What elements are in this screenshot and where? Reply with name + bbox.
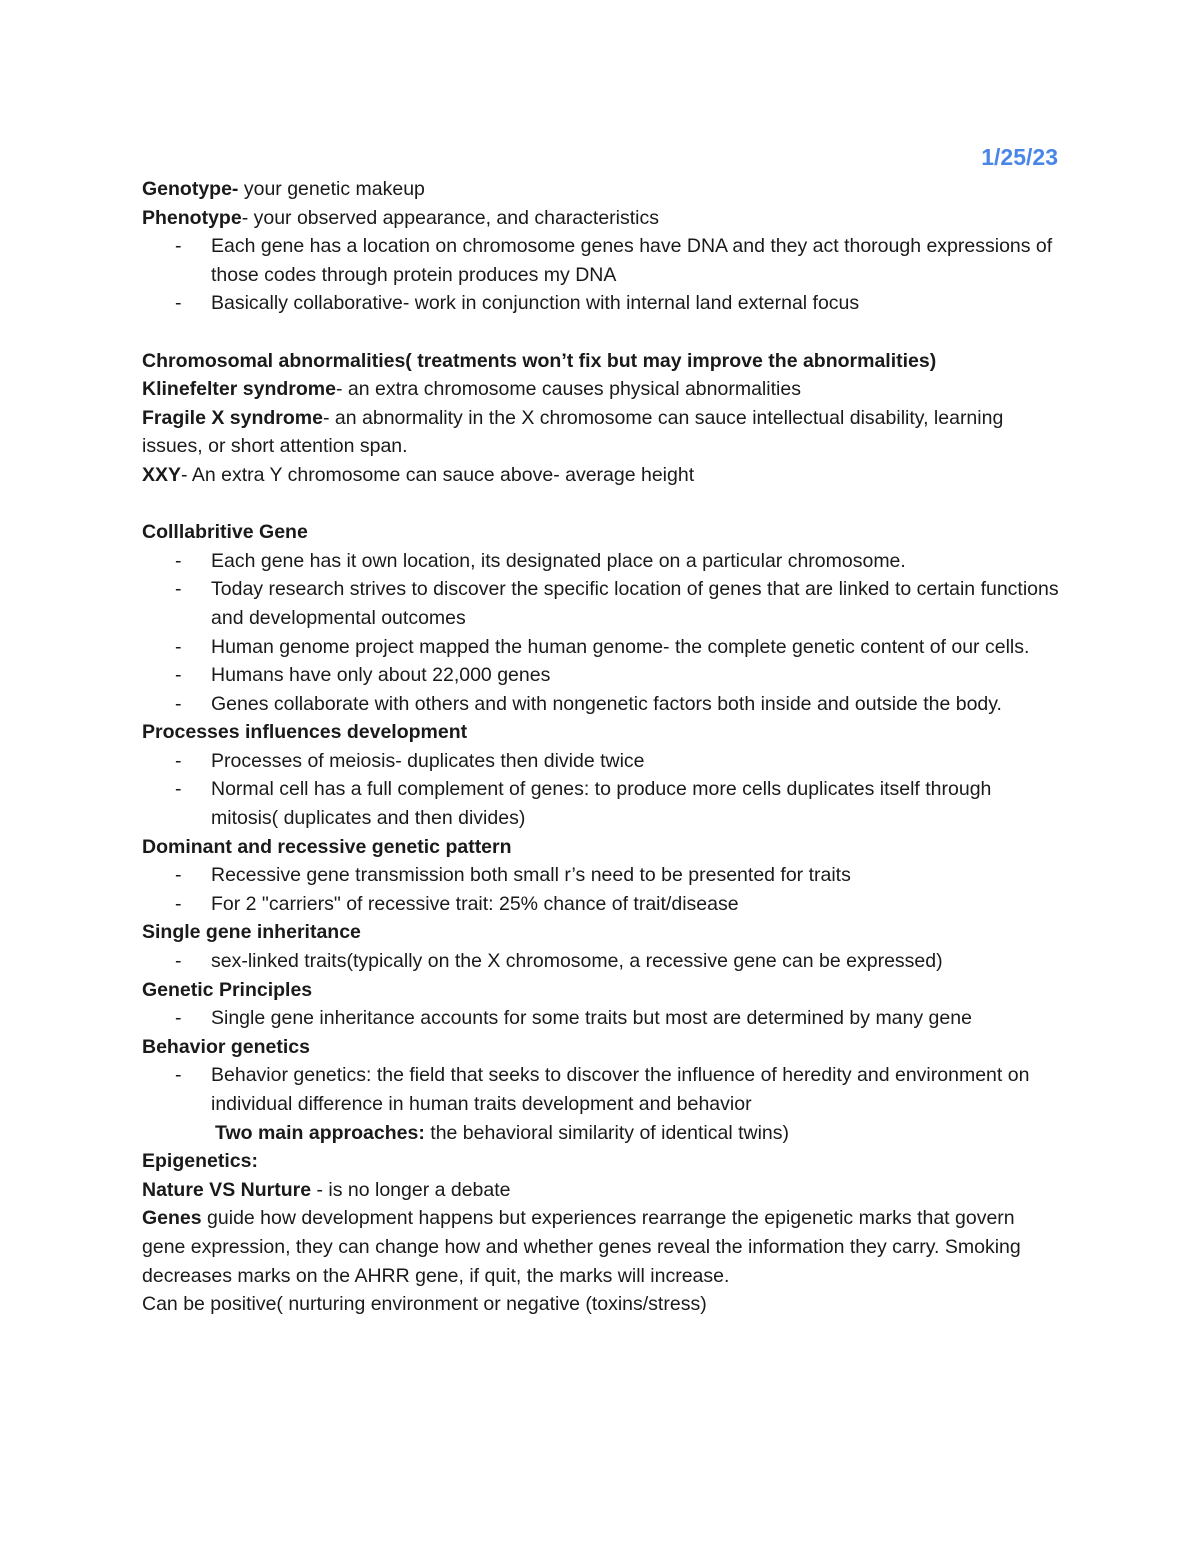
list-item: - sex-linked traits(typically on the X chromosome, a recessive gene can be expressed): [142, 947, 1062, 976]
chromosomal-heading: Chromosomal abnormalities( treatments won’t fix but may improve the abnormalities): [142, 349, 937, 372]
klinefelter-text: - an extra chromosome causes physical abnormalities: [335, 378, 801, 401]
single-gene-list: [142, 947, 1062, 976]
phenotype-text: - your observed appearance, and characteristics: [241, 206, 659, 229]
dominant-heading: Dominant and recessive genetic pattern: [142, 835, 512, 858]
nature-term: Nature VS Nurture: [142, 1178, 312, 1201]
spacer: [142, 490, 1062, 519]
genotype-line: [142, 175, 1062, 204]
list-item: - Recessive gene transmission both small r’s need to be presented for traits: [142, 861, 1062, 890]
epigenetics-heading: Epigenetics:: [142, 1150, 258, 1173]
genotype-term: Genotype-: [142, 178, 239, 200]
phenotype-term: Phenotype: [142, 206, 242, 229]
spacer: [142, 318, 1062, 347]
behavior-heading: Behavior genetics: [142, 1035, 310, 1058]
xxy-term: XXY: [142, 463, 182, 486]
list-item: - Behavior genetics: the field that seeks to discover the influence of heredity and environment on individual difference in human traits development and behavior: [142, 1061, 1062, 1118]
document-page: [142, 140, 1062, 1319]
collaborative-heading: Colllabritive Gene: [142, 521, 308, 544]
collaborative-list: [142, 547, 1062, 719]
nature-text: - is no longer a debate: [311, 1178, 511, 1201]
approaches-term: Two main approaches:: [215, 1121, 425, 1144]
list-item: - Each gene has a location on chromosome genes have DNA and they act thorough expressions of those codes through protein produces my DNA: [142, 232, 1062, 289]
list-item: - For 2 "carriers" of recessive trait: 25% chance of trait/disease: [142, 890, 1062, 919]
list-item: - Genes collaborate with others and with nongenetic factors both inside and outside the body.: [142, 690, 1062, 719]
list-item: - Normal cell has a full complement of genes: to produce more cells duplicates itself through mitosis( duplicates and then divides): [142, 775, 1062, 832]
genes-paragraph: [142, 1204, 1062, 1290]
processes-heading: Processes influences development: [142, 721, 468, 744]
fragile-x-text: - an abnormality in the X chromosome can sauce intellectual disability, learning issues, or short attention span.: [142, 406, 1004, 458]
list-item: - Today research strives to discover the specific location of genes that are linked to certain functions and developmental outcomes: [142, 575, 1062, 632]
dominant-list: [142, 861, 1062, 918]
xxy-text: - An extra Y chromosome can sauce above- average height: [181, 463, 695, 486]
single-gene-heading: Single gene inheritance: [142, 921, 361, 944]
genotype-text: your genetic makeup: [238, 178, 425, 200]
phenotype-line: [142, 204, 1062, 233]
fragile-x-line: [142, 404, 1062, 461]
list-item: - Each gene has it own location, its designated place on a particular chromosome.: [142, 547, 1062, 576]
list-item: - Humans have only about 22,000 genes: [142, 661, 1062, 690]
principles-heading: Genetic Principles: [142, 978, 313, 1001]
list-item: - Processes of meiosis- duplicates then divide twice: [142, 747, 1062, 776]
fragile-x-term: Fragile X syndrome: [142, 406, 323, 429]
nature-line: [142, 1176, 1062, 1205]
xxy-line: [142, 461, 1062, 490]
list-item: - Human genome project mapped the human genome- the complete genetic content of our cells.: [142, 633, 1062, 662]
list-item: - Single gene inheritance accounts for some traits but most are determined by many gene: [142, 1004, 1062, 1033]
approaches-text: the behavioral similarity of identical twins): [424, 1121, 790, 1144]
behavior-list: [142, 1061, 1062, 1118]
klinefelter-line: [142, 375, 1062, 404]
last-line: Can be positive( nurturing environment or negative (toxins/stress): [142, 1293, 707, 1316]
genes-text: guide how development happens but experiences rearrange the epigenetic marks that govern gene expression, they can change how and whether genes reveal the information they carry. Smoking decreases marks on the AHRR gene, if quit, the marks will increase.: [142, 1207, 1021, 1287]
genes-term: Genes: [142, 1207, 202, 1230]
approaches-line: [142, 1119, 1062, 1148]
date-heading: 1/25/23: [981, 144, 1058, 170]
processes-list: [142, 747, 1062, 833]
klinefelter-term: Klinefelter syndrome: [142, 378, 336, 401]
list-item: - Basically collaborative- work in conjunction with internal land external focus: [142, 289, 1062, 318]
principles-list: [142, 1004, 1062, 1033]
phenotype-list: [142, 232, 1062, 318]
